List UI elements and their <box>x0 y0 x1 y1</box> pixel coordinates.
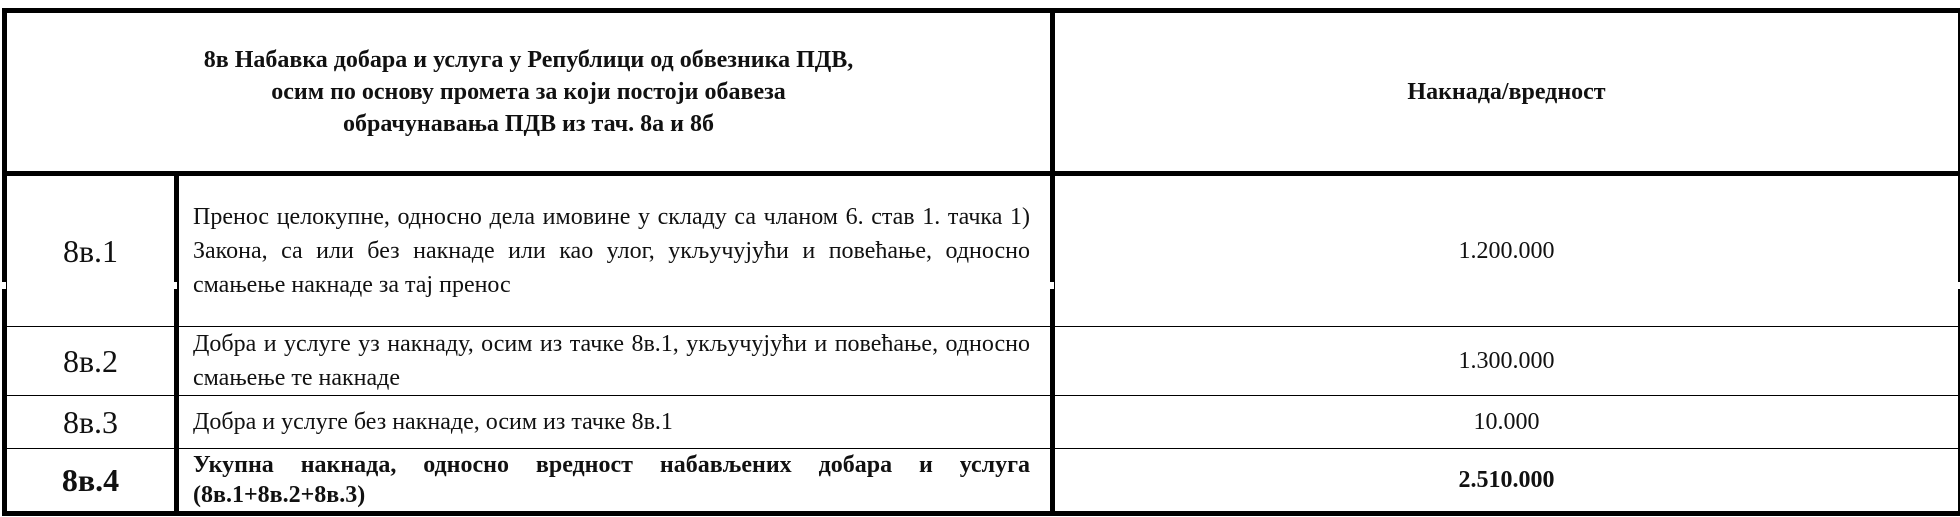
section-title-line-3: обрачунавања ПДВ из тач. 8а и 8б <box>343 111 714 137</box>
section-title-line-1: 8в Набавка добара и услуга у Републици од обвезника ПДВ, <box>203 47 854 73</box>
section-title-line-2: осим по основу промета за који постоји обавеза <box>271 79 786 105</box>
table-row <box>5 327 1960 396</box>
row-value: 2.510.000 <box>1053 449 1960 514</box>
row-value: 1.300.000 <box>1053 327 1960 396</box>
page-break-gap <box>171 282 177 289</box>
table-header-row <box>5 11 1960 174</box>
row-description: Укупна накнада, односно вредност набављених добара и услуга (8в.1+8в.2+8в.3) <box>177 449 1053 514</box>
table-row <box>5 396 1960 449</box>
row-value: 1.200.000 <box>1053 174 1960 327</box>
row-code: 8в.1 <box>5 174 177 327</box>
row-code: 8в.2 <box>5 327 177 396</box>
row-description: Пренос целокупне, односно дела имовине у складу са чланом 6. став 1. тачка 1) Закона, са или без накнаде или као улог, укључујући и повећање, односно смањење накнаде за тај пренос <box>177 174 1053 327</box>
page-break-gap <box>0 282 6 289</box>
table-row <box>5 174 1960 327</box>
row-code: 8в.4 <box>5 449 177 514</box>
row-code: 8в.3 <box>5 396 177 449</box>
vat-form-section-8v <box>0 8 1960 517</box>
total-row <box>5 449 1960 514</box>
section-title <box>5 11 1053 174</box>
row-value: 10.000 <box>1053 396 1960 449</box>
vat-table <box>2 8 1960 516</box>
row-description: Добра и услуге без накнаде, осим из тачке 8в.1 <box>177 396 1053 449</box>
value-column-header: Накнада/вредност <box>1053 11 1960 174</box>
row-description: Добра и услуге уз накнаду, осим из тачке 8в.1, укључујући и повећање, односно смањење те накнаде <box>177 327 1053 396</box>
page-break-gap <box>1048 282 1054 289</box>
page-break-gap <box>1954 282 1960 289</box>
